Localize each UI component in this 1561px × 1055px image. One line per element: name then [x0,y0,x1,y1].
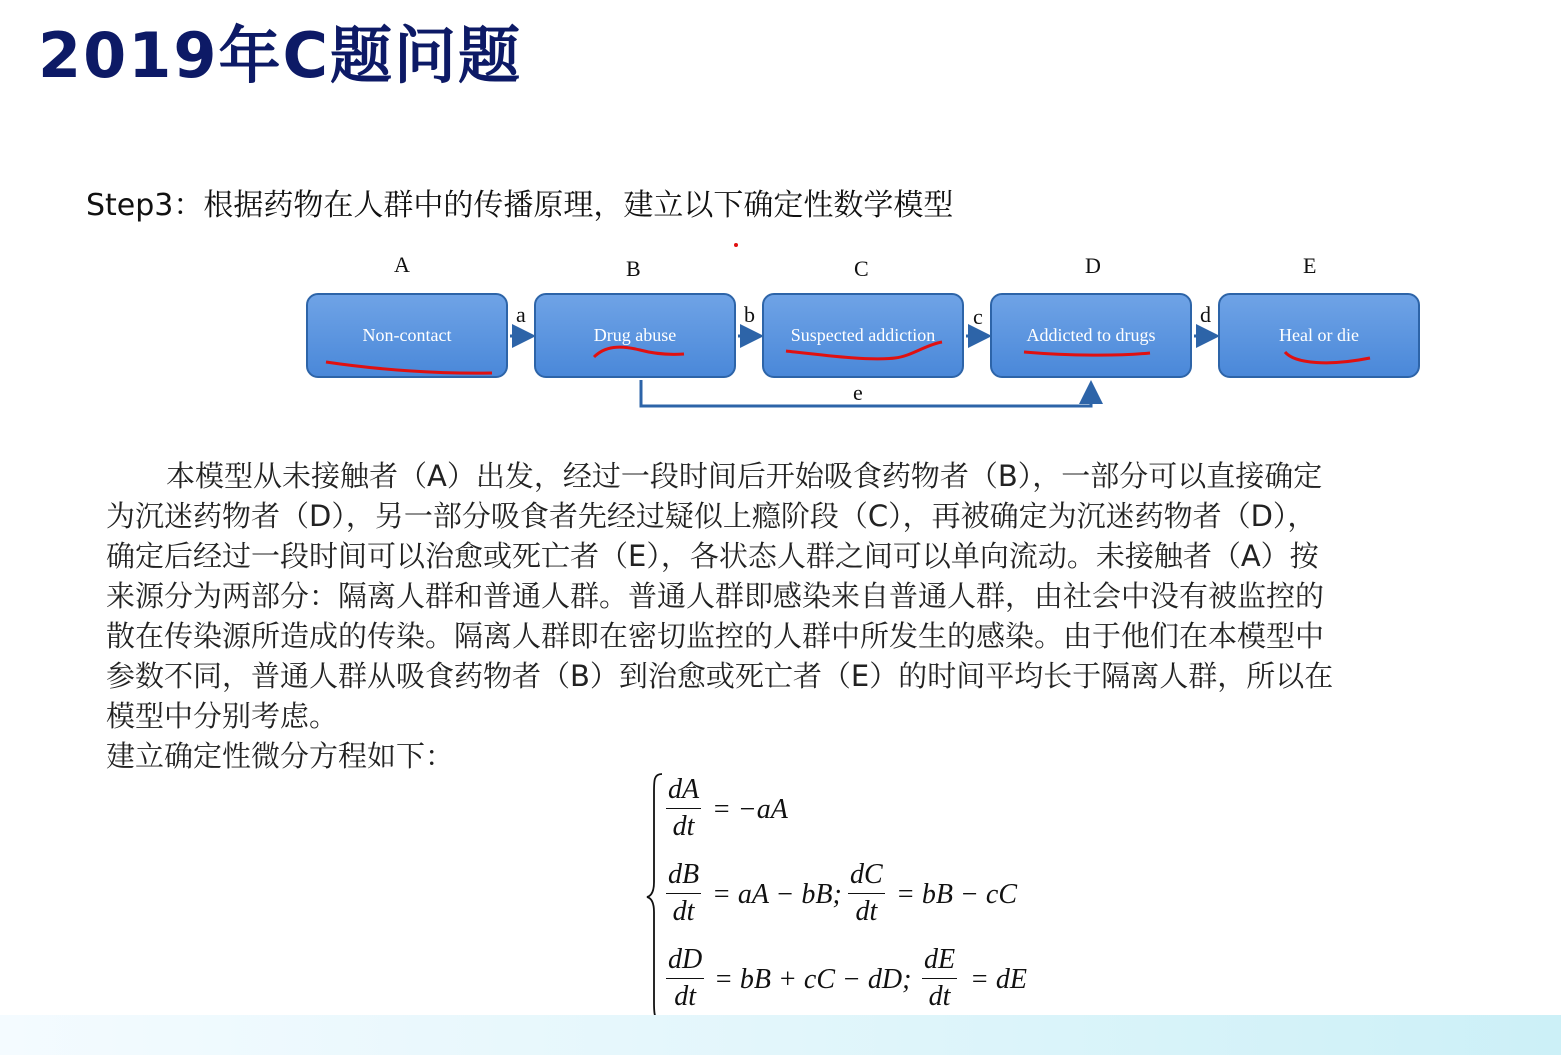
edge-label-e: e [853,380,863,405]
edge-label-a: a [516,302,526,327]
underline-mark [786,342,942,359]
paragraph-line: 散在传染源所造成的传染。隔离人群即在密切监控的人群中所发生的感染。由于他们在本模型中 [106,619,1325,653]
fraction-denominator: dt [672,811,695,842]
fraction-numerator: dC [848,857,885,894]
paragraph-line: 模型中分别考虑。 [106,699,339,733]
arrow-e [641,380,1091,406]
fraction-dB-dt [666,857,701,930]
page-title: 2019年C题问题 [38,19,523,92]
paragraph-line: 为沉迷药物者（D），另一部分吸食者先经过疑似上瘾阶段（C），再被确定为沉迷药物者（D）， [106,499,1317,533]
slide-footer-decoration [0,1015,1561,1055]
equation-rhs: = −aA [712,794,788,825]
underline-mark [1024,352,1150,355]
state-label: Addicted to drugs [1026,325,1156,345]
fraction-denominator: dt [855,896,878,927]
equation-rhs: = bB + cC − dD; [714,964,912,995]
state-letter-d: D [1085,253,1101,278]
fraction-dD-dt [666,942,704,1015]
state-label: Drug abuse [593,325,677,345]
fraction-denominator: dt [672,896,695,927]
fraction-numerator: dD [666,942,704,979]
step-heading: Step3：根据药物在人群中的传播原理，建立以下确定性数学模型 [86,188,954,223]
underline-mark [1285,352,1370,363]
fraction-dE-dt [922,942,957,1015]
red-dot [734,243,738,247]
state-letter-e: E [1303,253,1317,278]
state-label: Heal or die [1279,325,1359,345]
fraction-denominator: dt [928,981,951,1012]
equation-rhs: = dE [970,964,1027,995]
state-label: Suspected addiction [790,325,936,345]
state-letter-a: A [394,252,410,277]
left-brace [646,772,666,1022]
equation-rhs: = aA − bB; [712,879,842,910]
paragraph-line: 来源分为两部分：隔离人群和普通人群。普通人群即感染来自普通人群，由社会中没有被监控的 [106,579,1325,613]
paragraph-line: 建立确定性微分方程如下： [106,739,455,773]
state-letter-b: B [626,256,641,281]
underline-mark [326,362,492,373]
fraction-numerator: dB [666,857,701,894]
paragraph-line: 参数不同，普通人群从吸食药物者（B）到治愈或死亡者（E）的时间平均长于隔离人群，所以在 [106,659,1334,693]
state-label: Non-contact [362,325,452,345]
state-letter-c: C [854,256,869,281]
paragraph-line: 确定后经过一段时间可以治愈或死亡者（E），各状态人群之间可以单向流动。未接触者（A）按 [106,539,1319,573]
fraction-numerator: dA [666,772,701,809]
edge-label-b: b [744,302,755,327]
fraction-dC-dt [848,857,885,930]
paragraph-line: 本模型从未接触者（A）出发，经过一段时间后开始吸食药物者（B），一部分可以直接确定 [166,459,1323,493]
edge-label-c: c [973,304,983,329]
fraction-denominator: dt [674,981,696,1012]
fraction-dA-dt [666,772,701,845]
edge-label-d: d [1200,302,1211,327]
equation-rhs: = bB − cC [896,879,1017,910]
fraction-numerator: dE [922,942,957,979]
underline-mark [594,347,684,357]
